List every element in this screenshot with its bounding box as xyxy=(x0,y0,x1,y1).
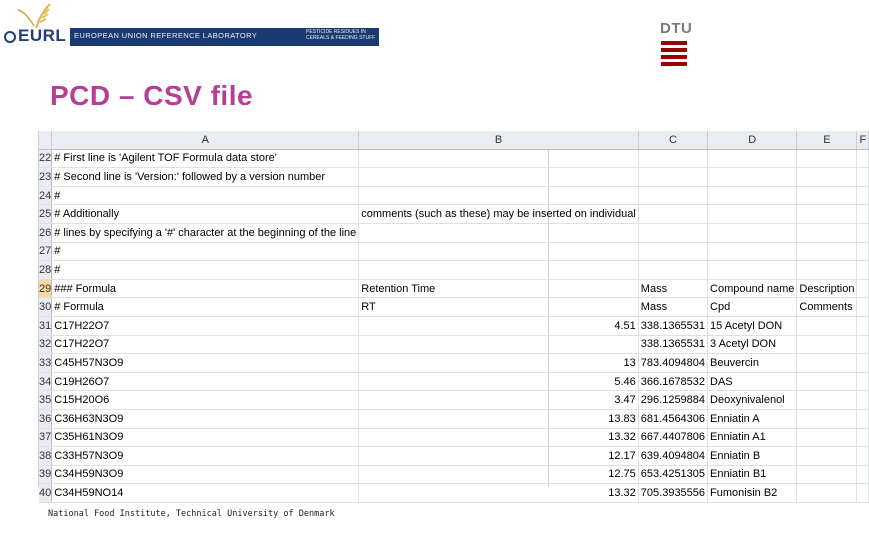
table-row xyxy=(39,335,869,354)
row-header[interactable]: 38 xyxy=(39,447,52,466)
table-cell[interactable] xyxy=(857,372,869,391)
table-cell[interactable]: # Additionally xyxy=(52,205,359,224)
table-cell[interactable] xyxy=(797,354,857,373)
table-cell[interactable] xyxy=(857,223,869,242)
table-cell[interactable]: comments (such as these) may be inserted on individual xyxy=(359,205,639,224)
table-cell[interactable]: 338.1365531 xyxy=(638,335,707,354)
row-header[interactable]: 40 xyxy=(39,484,52,503)
table-cell[interactable]: C34H59NO14 xyxy=(52,484,359,503)
table-cell[interactable]: Enniatin B1 xyxy=(708,465,797,484)
table-row xyxy=(39,242,869,261)
table-cell[interactable]: # xyxy=(52,242,359,261)
table-cell[interactable] xyxy=(797,372,857,391)
table-cell[interactable] xyxy=(857,391,869,410)
row-header[interactable]: 34 xyxy=(39,372,52,391)
table-row xyxy=(39,428,869,447)
row-header[interactable]: 37 xyxy=(39,428,52,447)
table-row xyxy=(39,279,869,298)
row-header[interactable]: 30 xyxy=(39,298,52,317)
table-cell[interactable] xyxy=(797,428,857,447)
table-cell[interactable]: C33H57N3O9 xyxy=(52,447,359,466)
row-header[interactable]: 31 xyxy=(39,316,52,335)
table-cell[interactable] xyxy=(359,149,639,168)
table-cell[interactable] xyxy=(857,261,869,280)
table-row xyxy=(39,298,869,317)
table-cell[interactable] xyxy=(359,335,639,354)
table-cell[interactable]: # xyxy=(52,186,359,205)
table-cell[interactable]: C35H61N3O9 xyxy=(52,428,359,447)
table-cell[interactable] xyxy=(857,149,869,168)
table-cell[interactable] xyxy=(708,205,797,224)
table-cell[interactable] xyxy=(797,186,857,205)
spreadsheet-grid xyxy=(39,131,869,503)
table-cell[interactable] xyxy=(857,447,869,466)
table-cell[interactable]: Beuvercin xyxy=(708,354,797,373)
table-cell[interactable]: # First line is 'Agilent TOF Formula data store' xyxy=(52,149,359,168)
table-row xyxy=(39,316,869,335)
table-cell[interactable] xyxy=(638,242,707,261)
table-cell[interactable] xyxy=(857,205,869,224)
table-cell[interactable] xyxy=(708,242,797,261)
row-header[interactable]: 22 xyxy=(39,149,52,168)
table-cell[interactable] xyxy=(638,186,707,205)
table-cell[interactable] xyxy=(638,149,707,168)
table-cell[interactable] xyxy=(797,335,857,354)
row-header[interactable]: 28 xyxy=(39,261,52,280)
slide-header xyxy=(0,0,720,70)
spreadsheet[interactable] xyxy=(38,131,867,500)
table-cell[interactable] xyxy=(857,465,869,484)
table-cell[interactable] xyxy=(359,223,639,242)
table-cell[interactable] xyxy=(797,261,857,280)
column-header[interactable]: C xyxy=(638,131,707,149)
table-cell[interactable]: Description xyxy=(797,279,857,298)
table-cell[interactable]: 681.4564306 xyxy=(638,409,707,428)
table-cell[interactable]: 653.4251305 xyxy=(638,465,707,484)
select-all-corner[interactable] xyxy=(39,131,52,149)
table-cell[interactable] xyxy=(797,149,857,168)
row-header[interactable]: 35 xyxy=(39,391,52,410)
table-cell[interactable] xyxy=(708,149,797,168)
table-cell[interactable] xyxy=(708,186,797,205)
table-cell[interactable]: C17H22O7 xyxy=(52,335,359,354)
table-cell[interactable]: 3 Acetyl DON xyxy=(708,335,797,354)
table-cell[interactable]: Enniatin A1 xyxy=(708,428,797,447)
table-cell[interactable] xyxy=(797,223,857,242)
table-cell[interactable] xyxy=(857,484,869,503)
table-cell[interactable] xyxy=(359,186,639,205)
dtu-logo-bar xyxy=(661,48,687,52)
table-cell[interactable]: 4.51 xyxy=(359,316,639,335)
column-header[interactable]: B xyxy=(359,131,639,149)
table-cell[interactable]: Mass xyxy=(638,279,707,298)
table-cell[interactable] xyxy=(708,168,797,187)
table-cell[interactable]: C34H59N3O9 xyxy=(52,465,359,484)
dtu-logo xyxy=(655,20,695,68)
table-cell[interactable]: 12.17 xyxy=(359,447,639,466)
table-cell[interactable] xyxy=(797,205,857,224)
table-cell[interactable]: C15H20O6 xyxy=(52,391,359,410)
table-cell[interactable] xyxy=(708,223,797,242)
column-header[interactable]: A xyxy=(52,131,359,149)
table-cell[interactable] xyxy=(857,354,869,373)
table-row xyxy=(39,205,869,224)
table-cell[interactable]: Cpd xyxy=(708,298,797,317)
table-row xyxy=(39,465,869,484)
table-cell[interactable] xyxy=(857,242,869,261)
table-cell[interactable]: Compound name xyxy=(708,279,797,298)
column-header[interactable]: E xyxy=(797,131,857,149)
table-cell[interactable] xyxy=(708,261,797,280)
table-cell[interactable]: C17H22O7 xyxy=(52,316,359,335)
table-cell[interactable]: C36H63N3O9 xyxy=(52,409,359,428)
row-header[interactable]: 27 xyxy=(39,242,52,261)
row-header[interactable]: 23 xyxy=(39,168,52,187)
table-cell[interactable]: DAS xyxy=(708,372,797,391)
banner-left-text: EUROPEAN UNION REFERENCE LABORATORY xyxy=(74,31,258,40)
column-header[interactable]: D xyxy=(708,131,797,149)
dtu-logo-bar xyxy=(661,55,687,59)
spreadsheet-body xyxy=(39,149,869,502)
table-row xyxy=(39,186,869,205)
table-row xyxy=(39,372,869,391)
table-cell[interactable] xyxy=(857,168,869,187)
column-header-row xyxy=(39,131,869,149)
table-cell[interactable]: 13 xyxy=(359,354,639,373)
table-row xyxy=(39,391,869,410)
slide-title: PCD – CSV file xyxy=(50,80,254,111)
table-cell[interactable]: # xyxy=(52,261,359,280)
dtu-logo-text: DTU xyxy=(660,20,693,37)
column-header[interactable]: F xyxy=(857,131,869,149)
table-cell[interactable]: 338.1365531 xyxy=(638,316,707,335)
table-cell[interactable] xyxy=(797,316,857,335)
table-row xyxy=(39,447,869,466)
row-header[interactable]: 26 xyxy=(39,223,52,242)
dtu-logo-bar xyxy=(661,62,687,66)
table-cell[interactable]: C19H26O7 xyxy=(52,372,359,391)
table-cell[interactable]: 13.32 xyxy=(359,428,639,447)
table-cell[interactable] xyxy=(857,428,869,447)
row-header[interactable]: 29 xyxy=(39,279,52,298)
table-cell[interactable] xyxy=(797,465,857,484)
table-cell[interactable]: Comments xyxy=(797,298,857,317)
table-cell[interactable] xyxy=(857,335,869,354)
table-cell[interactable] xyxy=(797,484,857,503)
table-cell[interactable]: Deoxynivalenol xyxy=(708,391,797,410)
table-cell[interactable]: 667.4407806 xyxy=(638,428,707,447)
banner-right-text: PESTICIDE RESIDUES IN CEREALS & FEEDING STUFF xyxy=(306,29,376,41)
table-row xyxy=(39,149,869,168)
table-cell[interactable]: 12.75 xyxy=(359,465,639,484)
table-cell[interactable]: # Second line is 'Version:' followed by a version number xyxy=(52,168,359,187)
table-cell[interactable]: 13.83 xyxy=(359,409,639,428)
table-cell[interactable] xyxy=(797,242,857,261)
table-cell[interactable] xyxy=(638,205,707,224)
table-cell[interactable]: RT xyxy=(359,298,639,317)
table-cell[interactable] xyxy=(638,223,707,242)
table-cell[interactable]: 783.4094804 xyxy=(638,354,707,373)
eurl-logo: EURL xyxy=(4,26,66,46)
row-header[interactable]: 32 xyxy=(39,335,52,354)
table-cell[interactable]: 296.1259884 xyxy=(638,391,707,410)
table-cell[interactable] xyxy=(857,279,869,298)
row-header[interactable]: 39 xyxy=(39,465,52,484)
table-cell[interactable]: 3.47 xyxy=(359,391,639,410)
table-cell[interactable]: Enniatin A xyxy=(708,409,797,428)
table-row xyxy=(39,354,869,373)
table-cell[interactable]: Retention Time xyxy=(359,279,639,298)
table-cell[interactable]: 5.46 xyxy=(359,372,639,391)
table-cell[interactable] xyxy=(857,298,869,317)
row-header[interactable]: 33 xyxy=(39,354,52,373)
table-row xyxy=(39,484,869,503)
table-cell[interactable] xyxy=(797,409,857,428)
table-cell[interactable]: # Formula xyxy=(52,298,359,317)
table-row xyxy=(39,261,869,280)
table-cell[interactable]: 705.3935556 xyxy=(638,484,707,503)
table-cell[interactable]: 366.1678532 xyxy=(638,372,707,391)
table-cell[interactable] xyxy=(638,261,707,280)
table-row xyxy=(39,168,869,187)
table-cell[interactable] xyxy=(797,168,857,187)
table-cell[interactable] xyxy=(797,391,857,410)
row-header[interactable]: 24 xyxy=(39,186,52,205)
table-cell[interactable]: C45H57N3O9 xyxy=(52,354,359,373)
table-cell[interactable]: 13.32 xyxy=(359,484,639,503)
table-cell[interactable] xyxy=(359,242,639,261)
table-cell[interactable]: 15 Acetyl DON xyxy=(708,316,797,335)
table-cell[interactable] xyxy=(857,409,869,428)
table-cell[interactable]: Fumonisin B2 xyxy=(708,484,797,503)
table-cell[interactable]: Mass xyxy=(638,298,707,317)
slide-footer: National Food Institute, Technical University of Denmark xyxy=(48,509,335,519)
eurl-banner xyxy=(70,28,379,46)
table-cell[interactable] xyxy=(797,447,857,466)
table-cell[interactable] xyxy=(857,186,869,205)
dtu-logo-bar xyxy=(661,41,687,45)
table-cell[interactable]: Enniatin B xyxy=(708,447,797,466)
table-row xyxy=(39,223,869,242)
table-cell[interactable]: # lines by specifying a '#' character at the beginning of the line xyxy=(52,223,359,242)
table-cell[interactable]: ### Formula xyxy=(52,279,359,298)
table-cell[interactable] xyxy=(857,316,869,335)
row-header[interactable]: 25 xyxy=(39,205,52,224)
table-cell[interactable] xyxy=(359,261,639,280)
table-cell[interactable] xyxy=(359,168,639,187)
table-cell[interactable] xyxy=(638,168,707,187)
table-row xyxy=(39,409,869,428)
row-header[interactable]: 36 xyxy=(39,409,52,428)
table-cell[interactable]: 639.4094804 xyxy=(638,447,707,466)
